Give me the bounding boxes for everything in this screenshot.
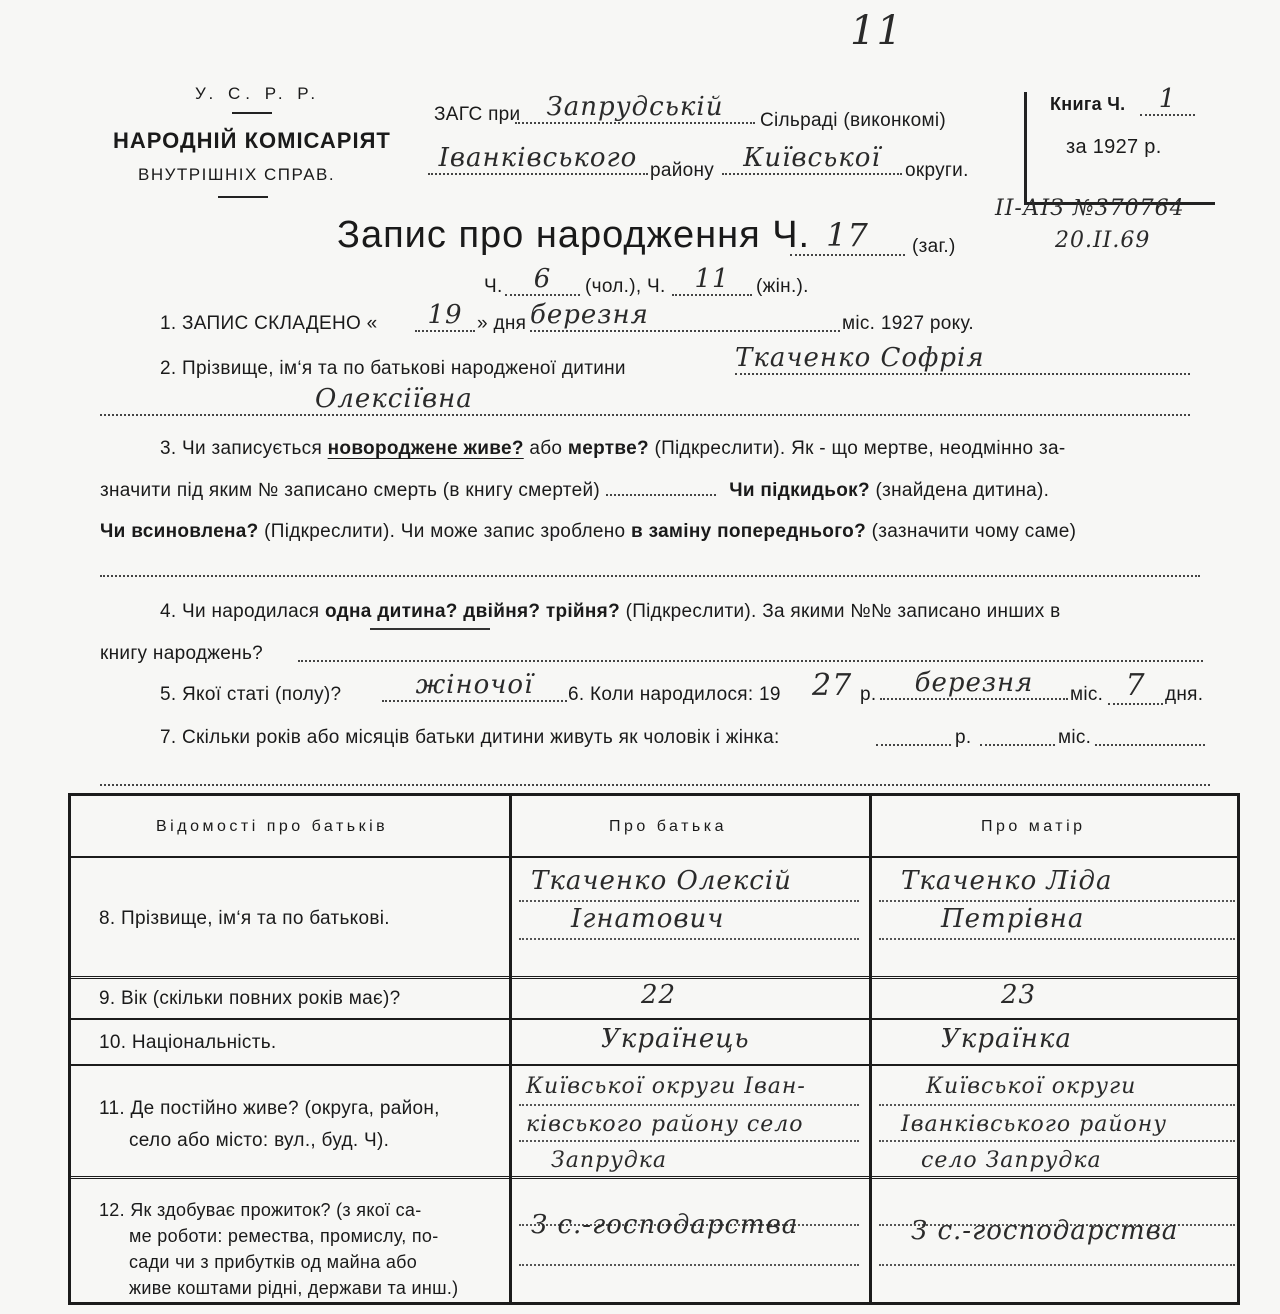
f6-dnia: дня.	[1165, 684, 1204, 705]
header-info: Відомості про батьків	[156, 818, 389, 835]
ussr-heading: У. С. Р. Р.	[195, 84, 321, 103]
writing-line	[519, 938, 859, 940]
book-label: Книга Ч.	[1050, 94, 1126, 114]
book-year: за 1927 р.	[1066, 136, 1162, 158]
mother-name-line1: Ткаченко Ліда	[901, 866, 1113, 896]
writing-line	[519, 1264, 859, 1266]
f7-years-blank	[876, 744, 951, 746]
header-divider	[232, 112, 272, 114]
f7-months-blank	[980, 744, 1055, 746]
okrug-name: Київської	[722, 143, 902, 175]
father-livelihood: З с.-господарства	[531, 1210, 799, 1240]
row-divider	[71, 1064, 1237, 1066]
f3-foundling: Чи підкидьок?	[729, 480, 870, 501]
f3-dead: мертве?	[567, 438, 649, 459]
f3-line1	[160, 438, 1065, 460]
writing-line	[879, 1104, 1235, 1106]
f6-day: 7	[1108, 668, 1163, 705]
row-divider	[71, 856, 1237, 858]
father-residence-3: Запрудка	[551, 1148, 668, 1173]
f2-name-line2-text: Олексіївна	[315, 384, 473, 414]
record-title: Запис про народження Ч.	[337, 214, 811, 256]
f4-text: 4. Чи народилася	[160, 601, 320, 622]
row-divider	[71, 976, 1237, 979]
f4-instruction: (Підкреслити). За якими №№ записано инших в	[625, 601, 1061, 622]
f3-replace: в заміну попереднього?	[631, 521, 866, 542]
mother-nationality: Українка	[941, 1024, 1072, 1054]
corner-mark: 11	[850, 8, 903, 54]
mother-residence-2: Іванківського району	[901, 1112, 1167, 1137]
header-father: Про батька	[609, 818, 727, 835]
f6-mis: міс.	[1070, 684, 1104, 705]
f3-death-text: значити під яким № записано смерть (в книгу смертей)	[100, 480, 600, 501]
mother-name-line2: Петрівна	[941, 904, 1085, 934]
writing-line	[879, 938, 1235, 940]
mother-livelihood: З с.-господарства	[911, 1216, 1179, 1246]
f3-line3	[100, 521, 1076, 543]
writing-line	[879, 1140, 1235, 1142]
writing-line	[519, 900, 859, 902]
row-label-residence-1: 11. Де постійно живе? (округа, район,	[99, 1098, 440, 1119]
record-total-suffix: (заг.)	[912, 236, 956, 257]
f3-alive: новороджене живе?	[327, 438, 524, 459]
male-suffix: (чол.), Ч.	[585, 276, 666, 297]
f2-name-line1: Ткаченко Софрія	[735, 343, 1190, 375]
row-label-nationality: 10. Національність.	[99, 1032, 277, 1053]
f3-replace-note: (зазначити чому саме)	[871, 521, 1077, 542]
male-number: 6	[505, 264, 580, 296]
f4-underline-mark	[370, 628, 490, 630]
f3-or: або	[529, 438, 563, 459]
mother-age: 23	[1001, 980, 1037, 1010]
f1-day-suffix: » дня	[477, 313, 527, 334]
zags-council-name: Запрудській	[515, 92, 755, 124]
row-label-age: 9. Вік (скільки повних років має)?	[99, 988, 401, 1009]
f2-name-line2	[100, 384, 1190, 416]
f2-label: 2. Прізвище, ім‘я та по батькові народженої дитини	[160, 358, 626, 379]
district-suffix: району	[650, 160, 715, 181]
record-number: 17	[790, 216, 905, 256]
father-nationality: Українець	[601, 1024, 750, 1054]
f1-year: міс. 1927 року.	[842, 313, 974, 334]
row-label-livelihood-2: ме роботи: ремества, промислу, по-	[129, 1226, 439, 1246]
f7-label: 7. Скільки років або місяців батьки дитини живуть як чоловік і жінка:	[160, 727, 780, 748]
father-name-line2: Ігнатович	[571, 904, 725, 934]
f6-r: р.	[860, 684, 877, 705]
writing-line	[879, 1264, 1235, 1266]
council-suffix: Сільраді (виконкомі)	[760, 110, 946, 131]
f4-options: одна дитина? двійня? трійня?	[325, 601, 620, 622]
col-divider	[509, 796, 512, 1302]
father-residence-1: Київської округи Іван-	[526, 1074, 806, 1099]
f1-month: березня	[530, 300, 840, 332]
book-number: 1	[1140, 84, 1195, 116]
row-label-livelihood-3: сади чи з прибутків од майна або	[129, 1252, 418, 1272]
f3-blank-line	[100, 575, 1200, 577]
row-label-livelihood-4: живе коштами рідні, держави та инш.)	[129, 1278, 459, 1298]
f7-r: р.	[955, 727, 972, 748]
mother-residence-1: Київської округи	[926, 1074, 1137, 1099]
f3-replace-text: (Підкреслити). Чи може запис зроблено	[264, 521, 626, 542]
f7-tail-blank	[1095, 744, 1205, 746]
f4-line2: книгу народжень?	[100, 643, 264, 664]
archive-stamp-line2: 20.II.69	[1055, 228, 1151, 253]
f3-instruction: (Підкреслити). Як - що мертве, неодмінно за-	[654, 438, 1066, 459]
father-residence-2: ківського району село	[526, 1112, 804, 1137]
f6-month: березня	[880, 668, 1068, 700]
f1-day: 19	[415, 300, 475, 332]
father-name-line1: Ткаченко Олексій	[531, 866, 792, 896]
row-divider	[71, 1176, 1237, 1179]
row-label-name: 8. Прізвище, ім‘я та по батькові.	[99, 908, 390, 929]
writing-line	[519, 1104, 859, 1106]
archive-stamp-line1: II-АІЗ №370764	[995, 196, 1185, 221]
internal-affairs-heading: ВНУТРІШНІХ СПРАВ.	[138, 165, 336, 184]
female-suffix: (жін.).	[756, 276, 809, 297]
f5-label: 5. Якої статі (полу)?	[160, 684, 342, 705]
col-divider	[869, 796, 872, 1302]
okrug-suffix: округи.	[905, 160, 969, 181]
f6-year: 27	[812, 668, 853, 703]
row-label-livelihood-1: 12. Як здобуває прожиток? (з якої са-	[99, 1200, 422, 1220]
writing-line	[519, 1140, 859, 1142]
row-divider	[71, 1018, 1237, 1020]
zags-prefix: ЗАГС при	[434, 104, 521, 125]
f4-blank	[298, 660, 1203, 662]
f4-line1	[160, 601, 1061, 623]
female-number: 11	[672, 264, 752, 296]
commissariat-heading: НАРОДНІЙ КОМІСАРІЯТ	[113, 128, 391, 153]
f7-blank-line	[100, 784, 1210, 786]
header-divider	[218, 196, 268, 198]
f1-label: 1. ЗАПИС СКЛАДЕНО «	[160, 313, 378, 334]
mother-residence-3: село Запрудка	[921, 1148, 1102, 1173]
f3-line2	[100, 480, 1049, 502]
male-prefix: Ч.	[484, 276, 503, 297]
f3-foundling-note: (знайдена дитина).	[875, 480, 1050, 501]
father-age: 22	[641, 980, 677, 1010]
f3-death-blank	[606, 494, 716, 496]
writing-line	[879, 900, 1235, 902]
f3-adopted: Чи всиновлена?	[100, 521, 259, 542]
f6-label: 6. Коли народилося: 19	[568, 684, 781, 705]
f3-text: 3. Чи записується	[160, 438, 323, 459]
f7-mis: міс.	[1058, 727, 1092, 748]
row-label-residence-2: село або місто: вул., буд. Ч).	[129, 1130, 390, 1151]
f5-value: жіночої	[382, 670, 567, 702]
district-name: Іванківського	[428, 143, 648, 175]
header-mother: Про матір	[981, 818, 1086, 835]
parents-table	[68, 793, 1240, 1305]
